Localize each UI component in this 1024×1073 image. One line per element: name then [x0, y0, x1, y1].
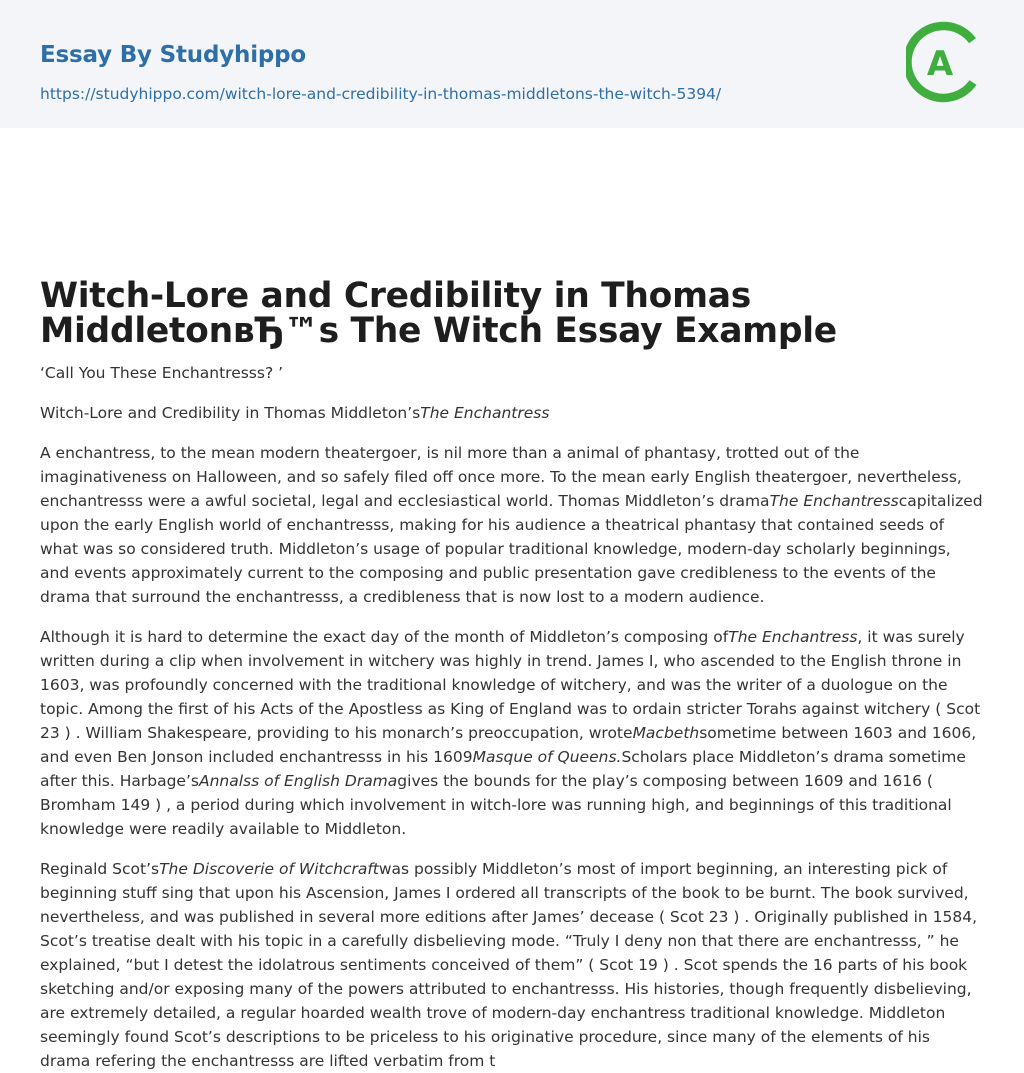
paragraph-text: Although it is hard to determine the exact day of the month of Middleton’s composing of	[40, 628, 729, 646]
article-paragraph-3	[40, 441, 988, 609]
article-body	[0, 128, 1024, 1073]
article-paragraph-4	[40, 625, 984, 841]
play-title-italic: The Enchantress	[769, 492, 899, 510]
paragraph-text: capitalized upon the early English world of enchantresss, making for his audience a theatrical phantasy that contained seeds of what was so considered truth. Middleton’s usage of popular traditional knowledge, modern-day scholarly beginnings, and events approximately current to the composing and public presentation gave credibleness to the events of the drama that surround the enchantresss, a credibleness that is now lost to a modern audience.	[40, 492, 988, 606]
site-header	[0, 0, 1024, 128]
article-paragraph-5	[40, 857, 984, 1073]
paragraph-text: sometime between 1603 and 1606, and even Ben Jonson included enchantresss in his 1609	[40, 724, 982, 766]
paragraph-text: A enchantress, to the mean modern theatergoer, is nil more than a animal of phantasy, trotted out of the imaginativeness on Halloween, and so safely filed off once more. To the mean early English theatergoer, nevertheless, enchantresss were a awful societal, legal and ecclesiastical world. Thomas Middleton’s drama	[40, 444, 967, 510]
article-paragraph-2	[40, 401, 984, 425]
paragraph-text: Witch-Lore and Credibility in Thomas Middleton’s	[40, 404, 421, 422]
logo-letter: A	[926, 44, 954, 84]
paragraph-text: Scholars place Middleton’s drama sometime after this. Harbage’s	[40, 748, 971, 790]
source-url-link[interactable]: https://studyhippo.com/witch-lore-and-credibility-in-thomas-middletons-the-witch-5394/	[40, 85, 722, 103]
paragraph-text: was possibly Middleton’s most of import beginning, an interesting pick of beginning stuff sing that upon his Ascension, James I ordered all transcripts of the book to be burnt. The book survived, nevertheless, and was published in several more editions after James’ decease ( Scot 23 ) . Originally published in 1584, Scot’s treatise dealt with his topic in a carefully disbelieving mode. “Truly I deny non that there are enchantresss, ” he explained, “but I detest the idolatrous sentiments conceived of them” ( Scot 19 ) . Scot spends the 16 parts of his book sketching and/or exposing many of the powers attributed to enchantresss. His histories, though frequently disbelieving, are extremely detailed, a regular hoarded wealth trove of modern-day enchantress traditional knowledge. Middleton seemingly found Scot’s descriptions to be priceless to his originative procedure, since many of the elements of his drama refering the enchantresss are lifted verbatim from t	[40, 860, 982, 1070]
book-title-italic: Annalss of English Drama	[198, 772, 398, 790]
play-title-italic: Masque of Queens.	[472, 748, 622, 766]
play-title-italic: The Enchantress	[728, 628, 858, 646]
play-title-italic: Macbeth	[632, 724, 700, 742]
studyhippo-logo-icon[interactable]	[906, 18, 990, 106]
site-brand[interactable]: Essay By Studyhippo	[40, 42, 307, 68]
paragraph-text: Reginald Scot’s	[40, 860, 160, 878]
play-title-italic: The Enchantress	[420, 404, 550, 422]
article-title: Witch-Lore and Credibility in Thomas MiddletonвЂ™s The Witch Essay Example	[40, 276, 837, 351]
paragraph-text: , it was surely written during a clip when involvement in witchery was highly in trend. James I, who ascended to the English throne in 1603, was profoundly concerned with the traditional knowledge of witchery, and was the writer of a duologue on the topic. Among the first of his Acts of the Apostless as King of England was to ordain stricter Torahs against witchery ( Scot 23 ) . William Shakespeare, providing to his monarch’s preoccupation, wrote	[40, 628, 986, 742]
paragraph-text: gives the bounds for the play’s composing between 1609 and 1616 ( Bromham 149 ) , a period during which involvement in witch-lore was running high, and beginnings of this traditional knowledge were readily available to Middleton.	[40, 772, 957, 838]
article-paragraph-1: ‘Call You These Enchantresss? ’	[40, 364, 284, 382]
book-title-italic: The Discoverie of Witchcraft	[159, 860, 379, 878]
